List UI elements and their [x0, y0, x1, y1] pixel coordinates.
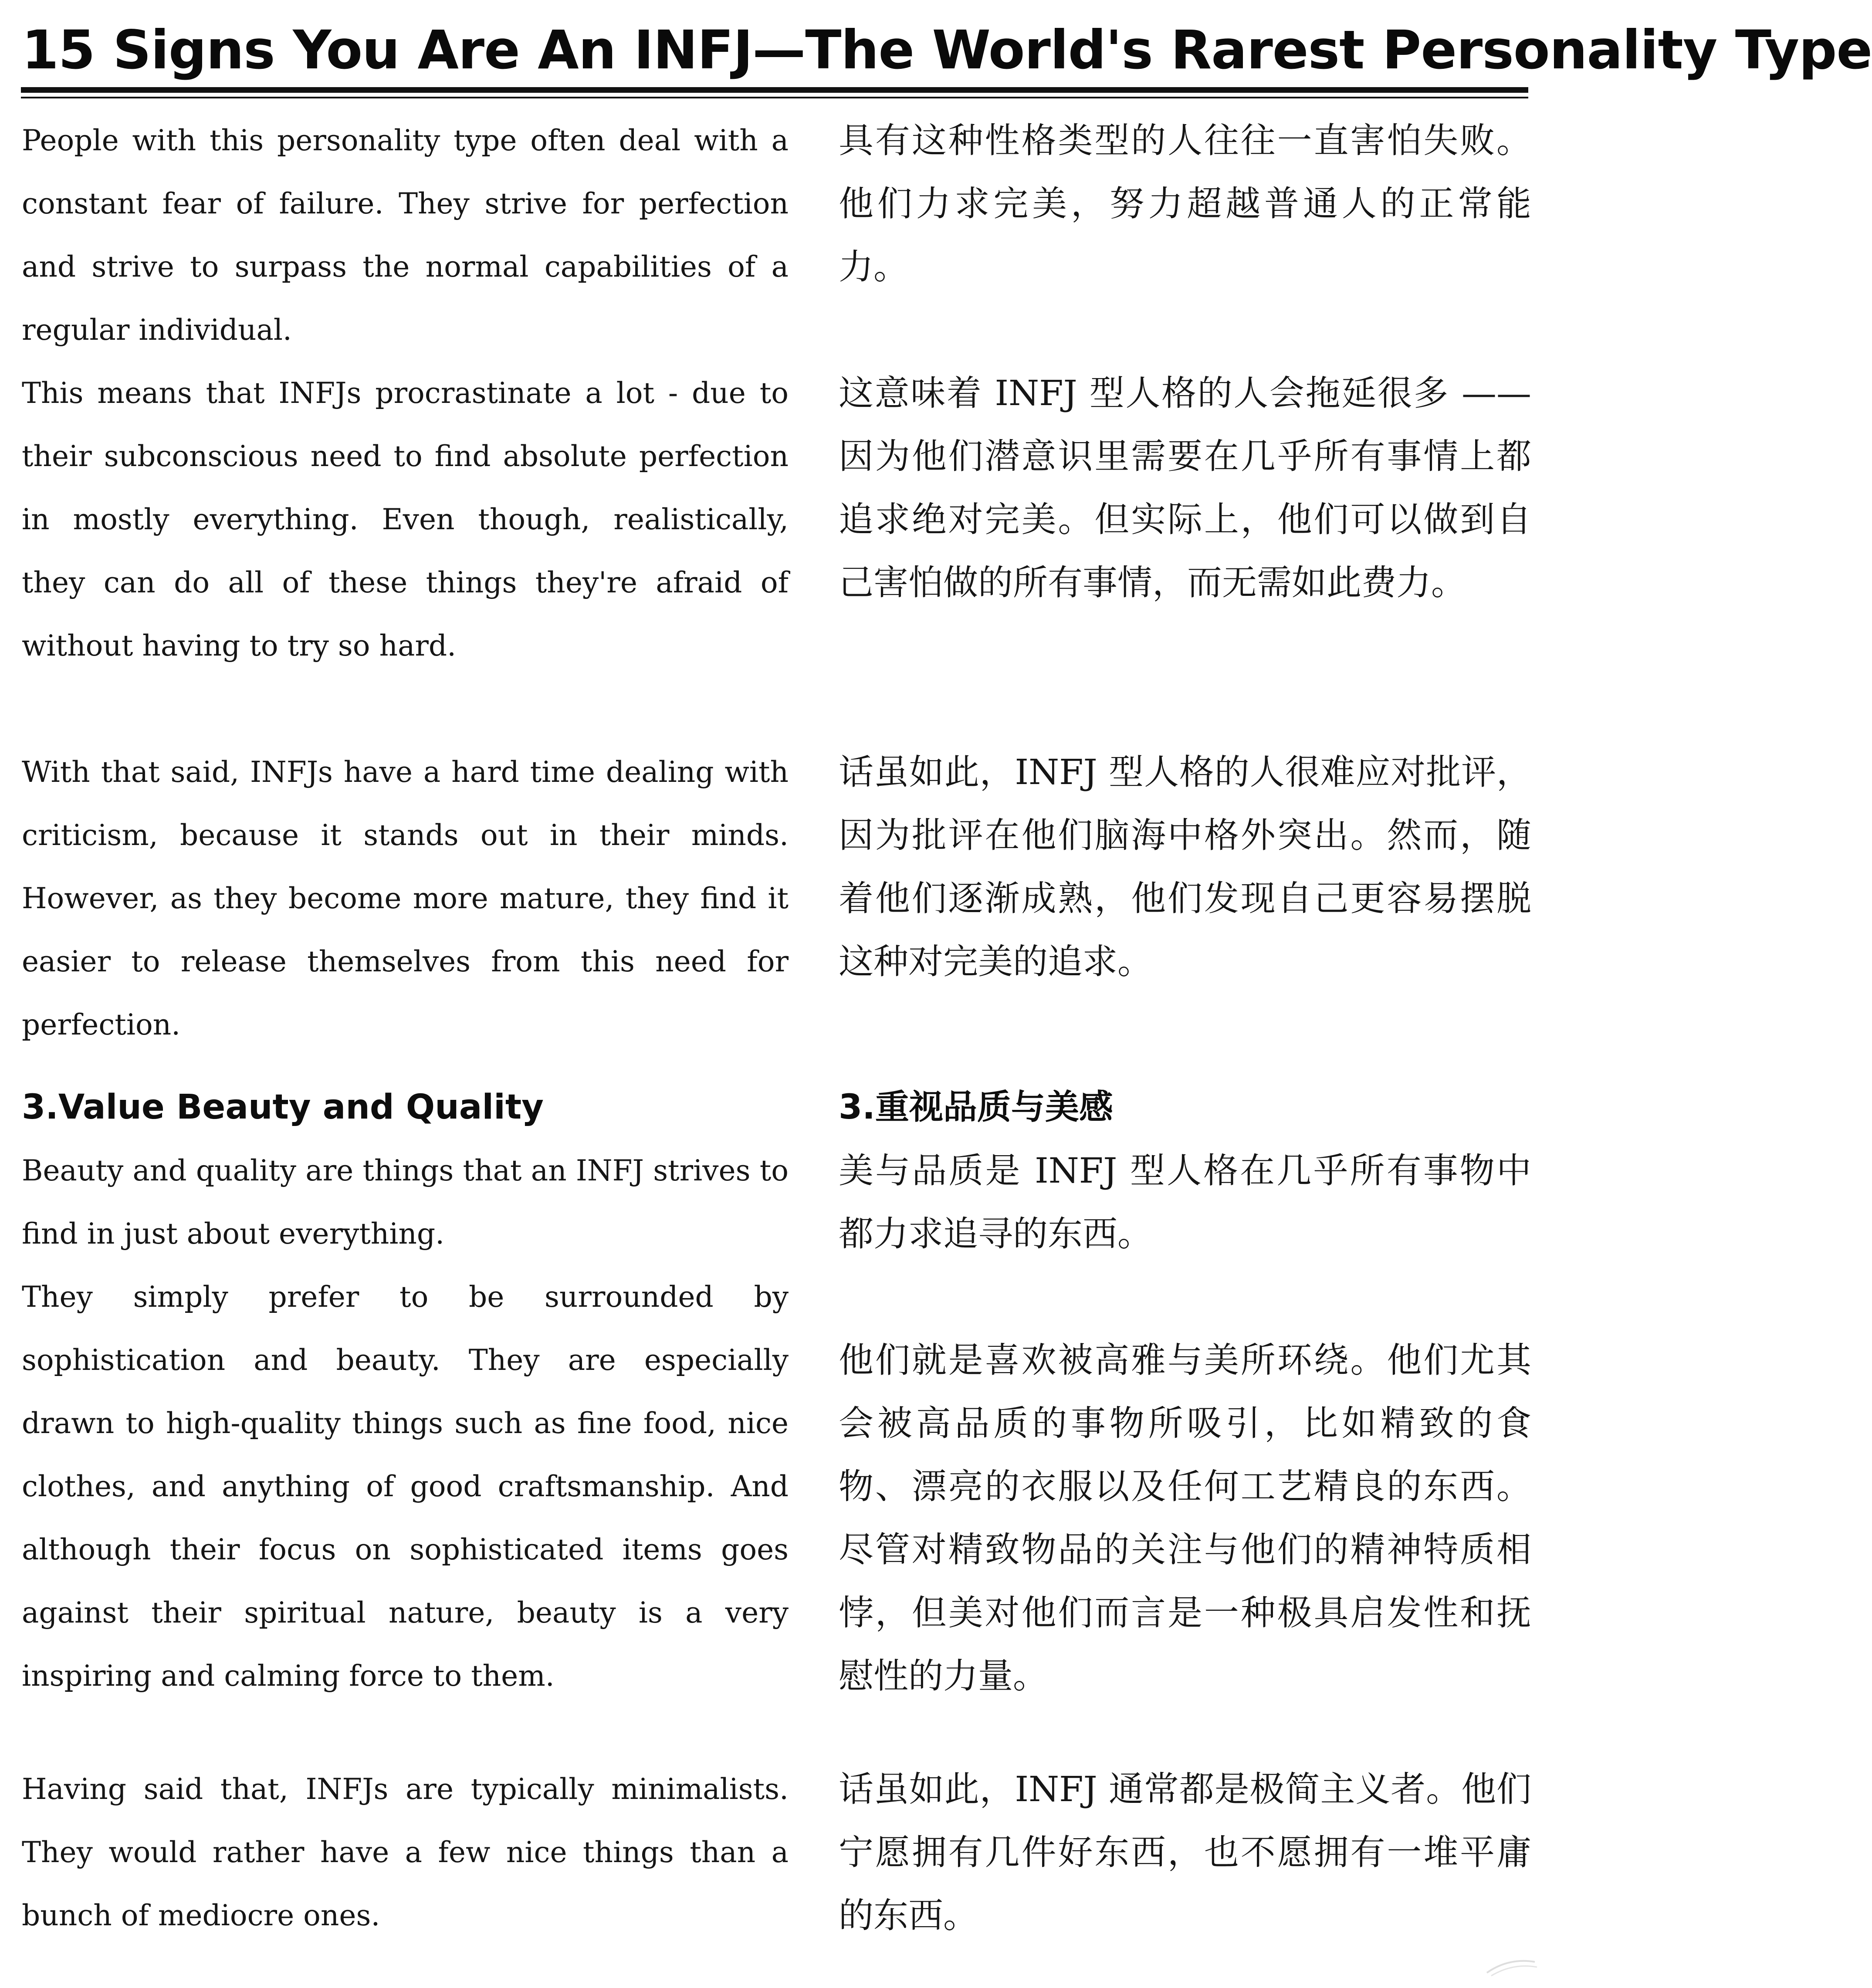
paragraph-zh-3: 话虽如此，INFJ 型人格的人很难应对批评，因为批评在他们脑海中格外突出。然而，随着他们逐渐成熟，他们发现自己更容易摆脱这种对完美的追求。	[839, 752, 1531, 982]
page-title: 15 Signs You Are An INFJ—The World's Rarest Personality Type	[22, 19, 1872, 81]
paragraph-en-2: This means that INFJs procrastinate a lot - due to their subconscious need to find absolute perfection in mostly everything. Even though, realistically, they can do all of these things they're afraid of without having to try so hard.	[22, 376, 789, 663]
title-rule-thick	[21, 87, 1528, 93]
paragraph-en-3: With that said, INFJs have a hard time dealing with criticism, because it stands out in their minds. However, as they become more mature, they find it easier to release themselves from this need for perfection.	[22, 755, 789, 1041]
section3-paragraph-zh-2: 他们就是喜欢被高雅与美所环绕。他们尤其会被高品质的事物所吸引，比如精致的食物、漂亮的衣服以及任何工艺精良的东西。尽管对精致物品的关注与他们的精神特质相悖，但美对他们而言是一种极具启发性和抚慰性的力量。	[839, 1340, 1531, 1696]
section-heading-zh: 3.重视品质与美感	[839, 1088, 1113, 1127]
section3-paragraph-en-2: They simply prefer to be surrounded by sophistication and beauty. They are especially drawn to high-quality things such as fine food, nice clothes, and anything of good craftsmanship. And although their focus on sophisticated items goes against their spiritual nature, beauty is a very inspiring and calming force to them.	[22, 1280, 789, 1693]
paragraph-zh-2: 这意味着 INFJ 型人格的人会拖延很多 —— 因为他们潜意识里需要在几乎所有事情上都追求绝对完美。但实际上，他们可以做到自己害怕做的所有事情，而无需如此费力。	[839, 373, 1531, 603]
section3-paragraph-zh-1: 美与品质是 INFJ 型人格在几乎所有事物中都力求追寻的东西。	[839, 1150, 1531, 1254]
paragraph-zh-1: 具有这种性格类型的人往往一直害怕失败。他们力求完美，努力超越普通人的正常能力。	[839, 120, 1531, 287]
watermark-logo-icon	[1483, 1953, 1539, 1979]
section3-paragraph-en-1: Beauty and quality are things that an INFJ strives to find in just about everything.	[22, 1154, 789, 1251]
section3-paragraph-zh-3: 话虽如此，INFJ 通常都是极简主义者。他们宁愿拥有几件好东西，也不愿拥有一堆平庸的东西。	[839, 1769, 1531, 1936]
section-heading-en: 3.Value Beauty and Quality	[22, 1088, 544, 1127]
title-rule-thin	[21, 97, 1528, 98]
section3-paragraph-en-3: Having said that, INFJs are typically minimalists. They would rather have a few nice things than a bunch of mediocre ones.	[22, 1772, 789, 1932]
paragraph-en-1: People with this personality type often deal with a constant fear of failure. They strive for perfection and strive to surpass the normal capabilities of a regular individual.	[22, 124, 789, 347]
